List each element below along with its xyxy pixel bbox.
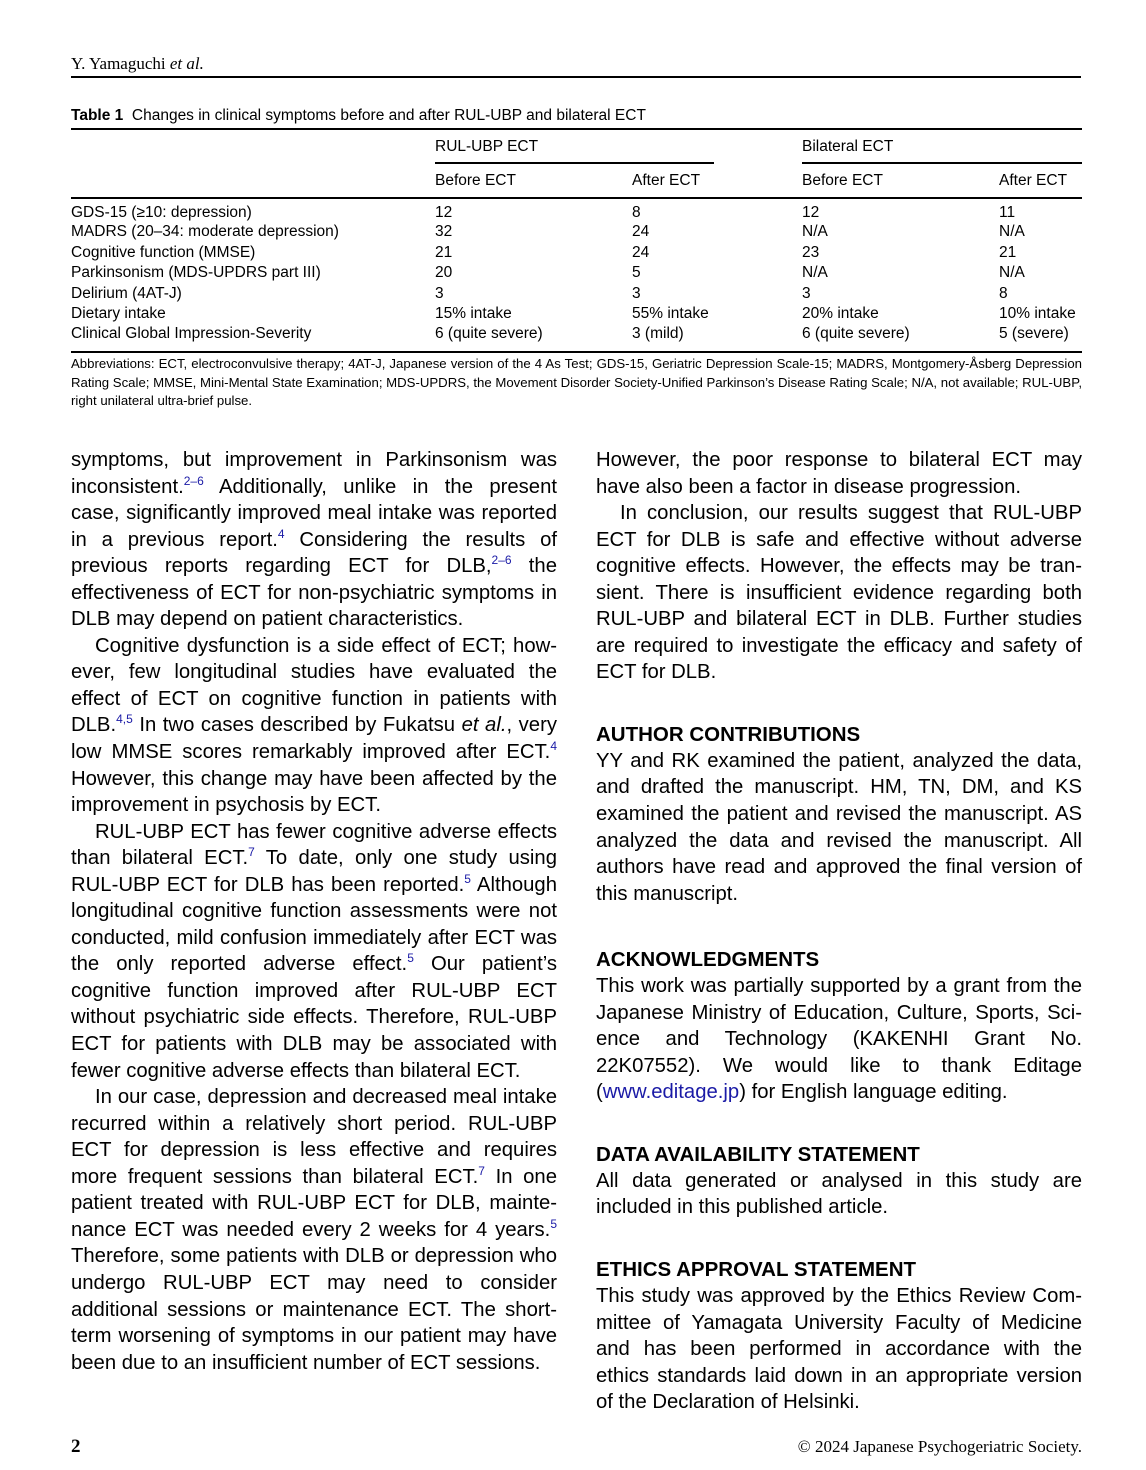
text: Cognitive dysfunction is a side effect of ECT; how-ever, few longitudinal studies have evaluated the effect of ECT on cognitive function in patients with DLB.	[71, 634, 557, 737]
cell: 21	[435, 243, 453, 261]
text: However, this change may have been affected by the improvement in psychosis by ECT.	[71, 767, 557, 817]
text: In our case, depression and decreased meal intake recurred within a relatively short period. RUL-UBP ECT for depression is less effective and requires more frequent sessions than bilateral ECT.	[71, 1086, 557, 1188]
cell: 12	[435, 203, 453, 221]
paragraph	[596, 748, 1082, 907]
table-row	[71, 222, 1082, 243]
italic-text: et al.	[461, 714, 507, 737]
citation-ref[interactable]: 2–6	[183, 473, 204, 488]
cell: 5 (severe)	[999, 325, 1082, 352]
cell: 10% intake	[999, 305, 1076, 323]
cell: N/A	[802, 264, 828, 282]
cell: N/A	[999, 264, 1025, 282]
cell: N/A	[802, 223, 828, 241]
cell: 23	[802, 243, 820, 261]
text: Our patient’s cognitive function improved after RUL-UBP ECT without psychiatric side effects. Therefore, RUL-UBP ECT for patients with DLB may be associated with fewer cognitive adverse effects than bilateral ECT.	[71, 953, 557, 1082]
table-row	[71, 325, 1082, 352]
group-header-rul-ubp: RUL-UBP ECT	[435, 138, 714, 164]
col-header: Before ECT	[435, 164, 632, 198]
text: All data generated or analysed in this study are included in this published article.	[596, 1169, 1082, 1219]
text: Although longitudinal cognitive function assessments were not conducted, mild confusion immediately after ECT was the only reported adverse effect.	[71, 873, 557, 976]
cell: 3	[632, 284, 641, 302]
section-heading: ETHICS APPROVAL STATEMENT	[596, 1258, 917, 1282]
text: symptoms, but improvement in Parkinsonism was inconsistent.	[71, 449, 557, 498]
text: the effectiveness of ECT for non-psychiatric symptoms in DLB may depend on patient characteristics.	[71, 555, 557, 631]
row-label: Cognitive function (MMSE)	[71, 243, 256, 261]
table-caption-text: Changes in clinical symptoms before and after RUL-UBP and bilateral ECT	[131, 107, 646, 124]
col-header: After ECT	[999, 164, 1082, 198]
header-rule	[71, 76, 1081, 78]
text: Considering the results of previous reports regarding ECT for DLB,	[71, 528, 557, 578]
col-header: Before ECT	[802, 164, 999, 198]
editage-link[interactable]: www.editage.jp	[602, 1081, 740, 1104]
table-row	[71, 243, 1082, 264]
row-label: GDS-15 (≥10: depression)	[71, 203, 252, 221]
cell: 12	[802, 203, 820, 221]
text: ) for English language editing.	[739, 1081, 1008, 1104]
text: Therefore, some patients with DLB or depression who undergo RUL-UBP ECT may need to consider additional sessions or maintenance ECT. The short-term worsening of symptoms in our patient may have been due to an insufficient number of ECT sessions.	[71, 1245, 557, 1374]
cell: 20% intake	[802, 305, 879, 323]
group-header-bilateral: Bilateral ECT	[802, 138, 1082, 164]
cell: 8	[999, 284, 1008, 302]
row-label: MADRS (20–34: moderate depression)	[71, 223, 339, 241]
citation-ref[interactable]: 5	[550, 1216, 557, 1231]
cell: 32	[435, 223, 453, 241]
cell: 3	[435, 284, 444, 302]
text: In two cases described by Fukatsu	[132, 714, 462, 737]
paragraph	[71, 447, 557, 633]
citation-ref[interactable]: 4	[277, 526, 285, 541]
paragraph	[596, 447, 1082, 500]
cell: 6 (quite severe)	[435, 325, 632, 352]
row-label: Clinical Global Impression-Severity	[71, 325, 435, 352]
section	[596, 947, 1082, 1106]
paragraph	[596, 500, 1082, 686]
data-table	[71, 128, 1082, 353]
cell: 24	[632, 243, 650, 261]
cell: 3	[802, 284, 811, 302]
paragraph	[71, 633, 557, 819]
row-label: Dietary intake	[71, 305, 166, 323]
paragraph	[596, 973, 1082, 1106]
running-head	[71, 54, 204, 74]
section-heading: AUTHOR CONTRIBUTIONS	[596, 722, 861, 746]
text: , very low MMSE scores remarkably improved after ECT.	[71, 714, 557, 764]
copyright: © 2024 Japanese Psychogeriatric Society.	[797, 1437, 1082, 1456]
col-header: After ECT	[632, 164, 802, 198]
text: YY and RK examined the patient, analyzed the data, and drafted the manuscript. HM, TN, DM, and KS examined the patient and revised the manuscript. AS analyzed the data and revised the manuscript. All authors have read and approved the final version of this manuscript.	[596, 749, 1082, 905]
text: In conclusion, our results suggest that RUL-UBP ECT for DLB is safe and effective without adverse cognitive effects. However, the effects may be tran-sient. There is insufficient evidence regarding both RUL-UBP and bilateral ECT in DLB. Further studies are required to investigate the efficacy and safety of ECT for DLB.	[596, 502, 1082, 684]
table-row	[71, 198, 1082, 222]
text: In one patient treated with RUL-UBP ECT for DLB, mainte-nance ECT was needed every 2 weeks for 4 years.	[71, 1165, 557, 1241]
text: Additionally, unlike in the present case, significantly improved meal intake was reported in a previous report.	[71, 475, 557, 551]
row-label: Delirium (4AT-J)	[71, 284, 182, 302]
table-row	[71, 263, 1082, 284]
text: To date, only one study using RUL-UBP ECT for DLB has been reported.	[71, 847, 557, 896]
cell: 5	[632, 264, 641, 282]
cell: 8	[632, 203, 641, 221]
cell: 6 (quite severe)	[802, 325, 999, 352]
text: However, the poor response to bilateral ECT may have also been a factor in disease progression.	[596, 449, 1082, 498]
paragraph	[596, 1283, 1082, 1416]
cell: 15% intake	[435, 305, 512, 323]
text: This study was approved by the Ethics Review Com-mittee of Yamagata University Faculty of Medicine and has been performed in accordance with the ethics standards laid down in an appropriate version of the Declaration of Helsinki.	[596, 1285, 1082, 1414]
section	[596, 1257, 1082, 1416]
section-heading: DATA AVAILABILITY STATEMENT	[596, 1142, 920, 1166]
citation-ref[interactable]: 4,5	[116, 712, 133, 727]
text: RUL-UBP ECT has fewer cognitive adverse effects than bilateral ECT.	[71, 820, 557, 870]
paragraph	[596, 1168, 1082, 1221]
cell: 21	[999, 243, 1017, 261]
left-column	[71, 447, 557, 1376]
cell: N/A	[999, 223, 1025, 241]
citation-ref[interactable]: 5	[464, 871, 471, 886]
cell: 55% intake	[632, 305, 709, 323]
table-row	[71, 304, 1082, 325]
section-heading: ACKNOWLEDGMENTS	[596, 948, 820, 972]
table-label: Table 1	[71, 107, 124, 124]
text: This work was partially supported by a grant from the Japanese Ministry of Education, Culture, Sports, Sci-ence and Technology (KAKENHI Grant No. 22K07552). We would like to thank Editage (	[596, 975, 1082, 1104]
cell: 3 (mild)	[632, 325, 802, 352]
cell: 11	[999, 203, 1016, 221]
citation-ref[interactable]: 7	[248, 845, 255, 860]
table-caption	[71, 107, 646, 125]
table-row	[71, 284, 1082, 305]
section	[596, 1142, 1082, 1221]
paragraph	[71, 1084, 557, 1376]
citation-ref[interactable]: 7	[478, 1163, 485, 1178]
cell: 24	[632, 223, 650, 241]
section	[596, 722, 1082, 907]
row-label: Parkinsonism (MDS-UPDRS part III)	[71, 264, 321, 282]
table-footnote: Abbreviations: ECT, electroconvulsive therapy; 4AT-J, Japanese version of the 4 As Test; GDS-15, Geriatric Depression Scale-15; MADRS, Montgomery-Åsberg Depression Rating Scale; MMSE, Mini-Mental State Examination; MDS-UPDRS, the Movement Disorder Society-Unified Parkinson’s Disease Rating Scale; N/A, not available; RUL-UBP, right unilateral ultra-brief pulse.	[71, 356, 1082, 408]
paragraph	[71, 819, 557, 1084]
et-al: et al.	[169, 54, 204, 73]
author-name: Y. Yamaguchi	[71, 54, 170, 73]
citation-ref[interactable]: 4	[550, 739, 557, 754]
page-number: 2	[71, 1436, 81, 1457]
citation-ref[interactable]: 2–6	[491, 553, 512, 568]
right-column	[596, 447, 1082, 1416]
citation-ref[interactable]: 5	[407, 951, 414, 966]
cell: 20	[435, 264, 453, 282]
